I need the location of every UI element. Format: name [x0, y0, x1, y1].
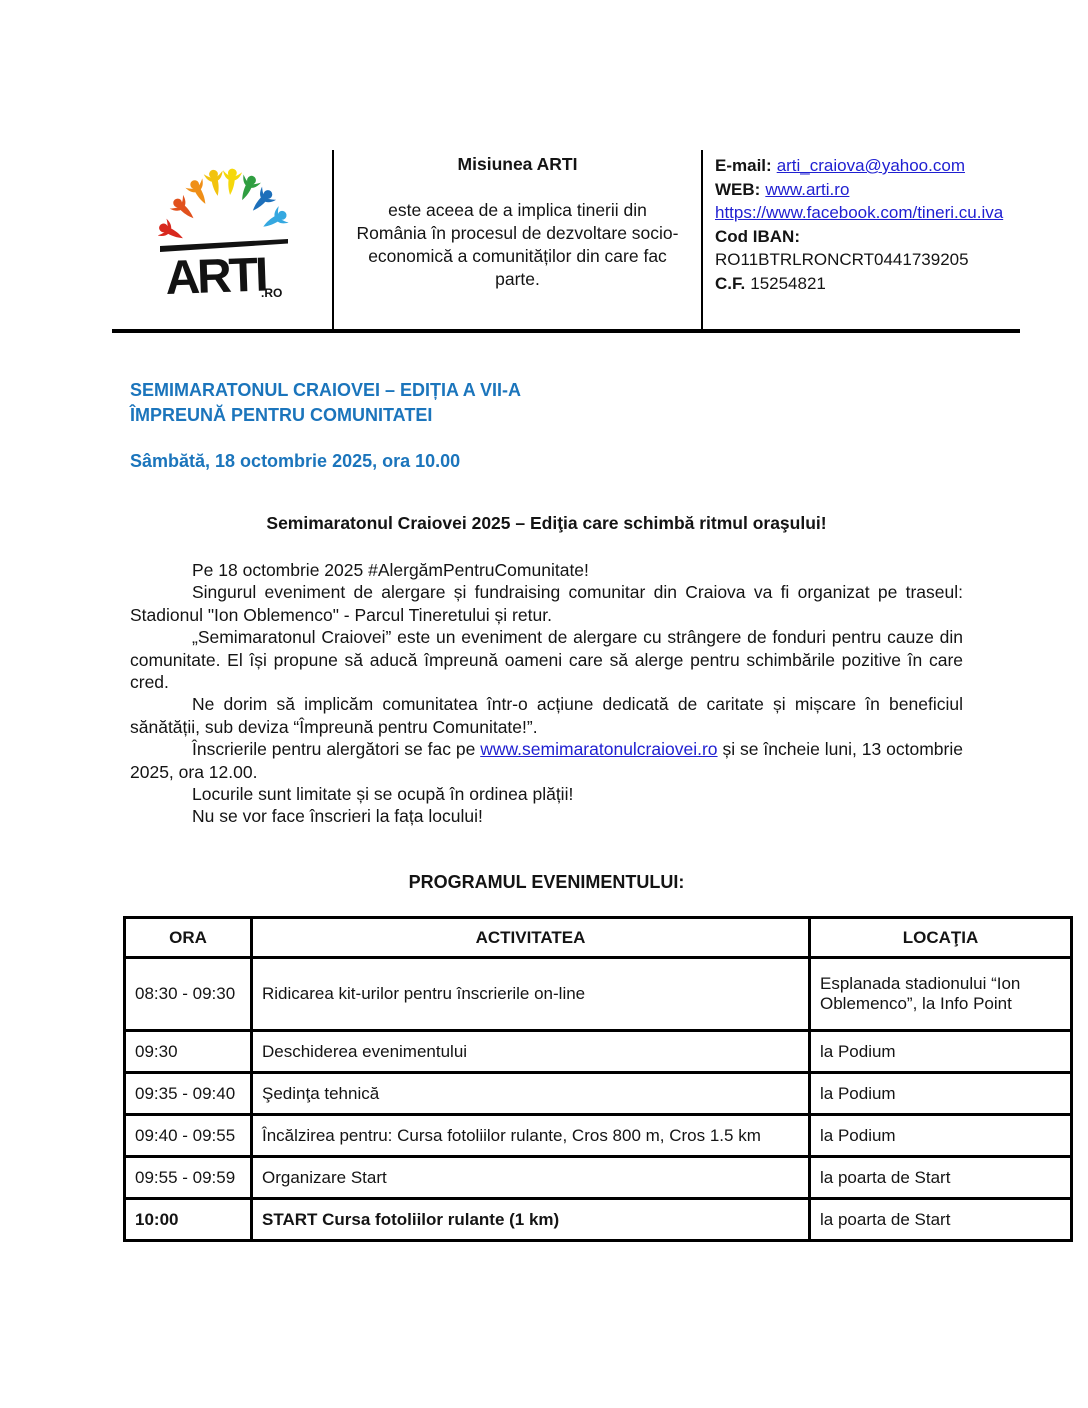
program-table [123, 916, 1073, 1242]
contact-iban-value-line [715, 248, 1016, 272]
cell-locatie: la poarta de Start [810, 1157, 1072, 1199]
cell-ora: 09:30 [125, 1031, 252, 1073]
event-title-line1: SEMIMARATONUL CRAIOVEI – EDIȚIA A VII-A [130, 380, 522, 400]
document-header [112, 150, 1020, 333]
cell-ora: 08:30 - 09:30 [125, 958, 252, 1031]
event-date-line: Sâmbătă, 18 octombrie 2025, ora 10.00 [130, 451, 461, 471]
contact-cf-line [715, 272, 1016, 296]
paragraph-charity: Ne dorim să implicăm comunitatea într-o acțiune dedicată de caritate și mișcare în beneficiul sănătății, sub deviza “Împreună pentru Comunitate!”. [130, 694, 963, 737]
article-body [130, 559, 963, 828]
contact-iban-label-line [715, 225, 1016, 249]
header-mission-cell [332, 150, 703, 329]
svg-text:ARTI: ARTI [164, 248, 267, 305]
web-label: WEB: [715, 179, 761, 199]
svg-text:.RO: .RO [261, 286, 283, 300]
cell-locatie: la poarta de Start [810, 1199, 1072, 1241]
cell-activitate: Încălzirea pentru: Cursa fotoliilor rulante, Cros 800 m, Cros 1.5 km [252, 1115, 810, 1157]
event-title-block [130, 378, 963, 474]
cell-activitate: Şedinţa tehnică [252, 1073, 810, 1115]
cell-activitate: START Cursa fotoliilor rulante (1 km) [252, 1199, 810, 1241]
contact-facebook-line [715, 201, 1016, 225]
email-link[interactable]: arti_craiova@yahoo.com [776, 156, 965, 175]
cell-activitate: Ridicarea kit-urilor pentru înscrierile on-line [252, 958, 810, 1031]
cell-locatie: la Podium [810, 1115, 1072, 1157]
iban-label: Cod IBAN: [715, 226, 800, 246]
iban-value: RO11BTRLRONCRT0441739205 [715, 250, 969, 269]
cf-label: C.F. [715, 273, 746, 293]
paragraph-event-desc: Singurul eveniment de alergare și fundraising comunitar din Craiova va fi organizat pe traseul: Stadionul "Ion Oblemenco" - Parcul Tineretului și retur. [130, 582, 963, 625]
header-contact-cell [703, 150, 1020, 329]
cell-locatie: la Podium [810, 1031, 1072, 1073]
column-header-ora: ORA [125, 918, 252, 958]
facebook-link[interactable]: https://www.facebook.com/tineri.cu.iva [715, 203, 1004, 222]
registration-link[interactable]: www.semimaratonulcraiovei.ro [480, 739, 718, 760]
paragraph-limited-places: Locurile sunt limitate și se ocupă în ordinea plății! [192, 784, 574, 805]
column-header-activitatea: ACTIVITATEA [252, 918, 810, 958]
cell-ora: 09:55 - 09:59 [125, 1157, 252, 1199]
event-title-line2: ÎMPREUNĂ PENTRU COMUNITATEI [130, 405, 433, 425]
paragraph-hashtag: Pe 18 octombrie 2025 #AlergămPentruComunitate! [192, 560, 589, 580]
paragraph-no-onsite: Nu se vor face înscrieri la fața locului! [192, 806, 483, 827]
paragraph-registration [130, 738, 963, 783]
paragraph-fundraising: „Semimaratonul Craiovei” este un eveniment de alergare cu strângere de fonduri pentru cauze din comunitate. El își propune să aducă împreună oameni care să alerge pentru schimbările pozitive în care cred. [130, 627, 963, 693]
registration-text-before: Înscrierile pentru alergători se fac pe [192, 739, 481, 760]
header-logo-cell [112, 150, 332, 329]
registration-text-after: și se încheie luni, 13 octombrie 2025, ora 12.00. [130, 739, 963, 782]
cell-ora: 09:40 - 09:55 [125, 1115, 252, 1157]
web-link[interactable]: www.arti.ro [765, 179, 850, 199]
cell-ora: 10:00 [125, 1199, 252, 1241]
cell-locatie: Esplanada stadionului “Ion Oblemenco”, la Info Point [810, 958, 1072, 1031]
contact-email-line [715, 154, 1016, 178]
cell-ora: 09:35 - 09:40 [125, 1073, 252, 1115]
program-title: PROGRAMUL EVENIMENTULUI: [408, 872, 685, 892]
article-headline: Semimaratonul Craiovei 2025 – Ediţia care schimbă ritmul oraşului! [266, 513, 827, 533]
cell-locatie: la Podium [810, 1073, 1072, 1115]
table-row [125, 1031, 1072, 1073]
column-header-locatia: LOCAŢIA [810, 918, 1072, 958]
table-row [125, 958, 1072, 1031]
arti-logo-icon [158, 158, 292, 308]
table-row [125, 1115, 1072, 1157]
mission-title: Misiunea ARTI [457, 154, 578, 174]
cell-activitate: Organizare Start [252, 1157, 810, 1199]
cell-activitate: Deschiderea evenimentului [252, 1031, 810, 1073]
arti-logo [158, 158, 292, 313]
table-row [125, 1073, 1072, 1115]
table-row [125, 1157, 1072, 1199]
email-label: E-mail: [715, 156, 772, 175]
table-header-row [125, 918, 1072, 958]
mission-text: este aceea de a implica tinerii din România în procesul de dezvoltare socio-economică a comunităților din care fac parte. [356, 200, 679, 289]
table-row-start [125, 1199, 1072, 1241]
cf-value: 15254821 [750, 273, 826, 293]
contact-web-line [715, 178, 1016, 202]
